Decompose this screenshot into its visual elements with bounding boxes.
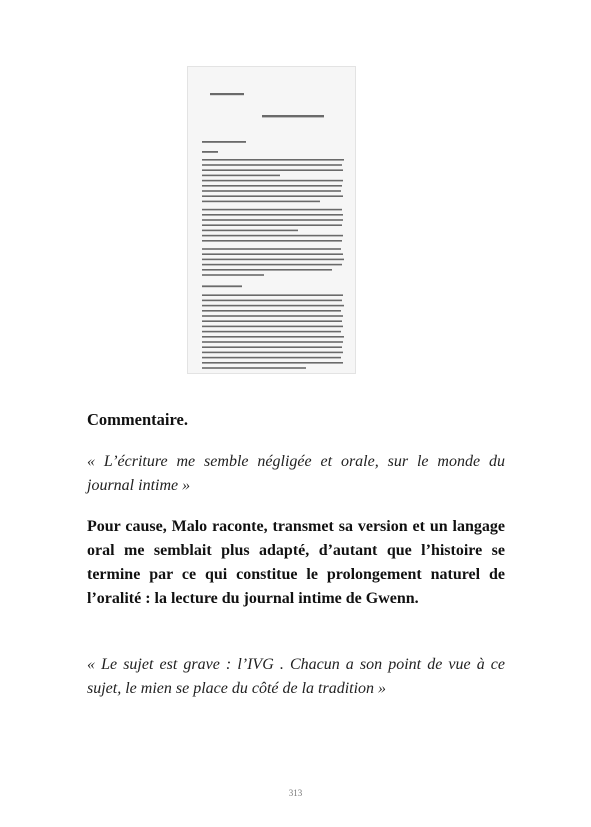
scan-text-line — [202, 224, 342, 226]
scan-text-line — [202, 159, 344, 161]
scan-header-line — [210, 93, 244, 95]
scan-text-line — [202, 259, 344, 261]
scan-text-line — [202, 294, 343, 296]
scan-text-line — [202, 235, 343, 237]
scan-text-line — [202, 248, 341, 250]
scan-text-line — [202, 341, 343, 343]
scan-text-line — [202, 315, 343, 317]
scan-text-line — [202, 164, 342, 166]
scanned-letter-image — [187, 66, 356, 374]
scan-text-line — [202, 185, 342, 187]
scan-text-line — [202, 331, 341, 333]
scan-addressee-line — [202, 141, 246, 143]
scan-text-line — [202, 230, 298, 232]
scan-text-line — [202, 190, 341, 192]
author-response-paragraph: Pour cause, Malo raconte, transmet sa version et un langage oral me semblait plus adapté, d’autant que l’histoire se termine par ce qui constitue le prolongement naturel de l’oralité : la lecture du journal intime de Gwenn. — [87, 518, 505, 607]
scan-text-line — [202, 300, 342, 302]
scan-text-line — [202, 209, 342, 211]
scan-text-line — [202, 240, 342, 242]
scan-text-line — [202, 180, 343, 182]
scan-text-line — [202, 326, 343, 328]
scan-title-line — [262, 115, 324, 117]
scan-text-line — [202, 346, 342, 348]
commentary-heading: Commentaire. — [87, 410, 188, 429]
scan-text-line — [202, 305, 344, 307]
scan-text-line — [202, 264, 342, 266]
reviewer-quote-writing-style: « L’écriture me semble négligée et orale, sur le monde du journal intime » — [87, 453, 505, 494]
reviewer-quote-subject: « Le sujet est grave : l’IVG . Chacun a son point de vue à ce sujet, le mien se place du côté de la tradition » — [87, 656, 505, 697]
page-number: 313 — [288, 788, 303, 798]
scan-text-line — [202, 310, 341, 312]
scan-text-line — [202, 269, 332, 271]
scan-text-line — [202, 362, 343, 364]
scan-text-line — [202, 253, 343, 255]
scan-text-line — [202, 357, 341, 359]
scan-text-line — [202, 352, 343, 354]
scan-salutation-line — [202, 151, 218, 153]
scan-text-line — [202, 214, 343, 216]
scan-text-line — [202, 201, 320, 203]
scan-text-line — [202, 336, 344, 338]
scan-section-label — [202, 285, 242, 287]
scan-text-line — [202, 169, 343, 171]
scan-text-line — [202, 219, 343, 221]
scan-text-line — [202, 175, 280, 177]
scanned-letter-drawing — [188, 67, 357, 375]
scan-text-line — [202, 320, 342, 322]
scan-text-line — [202, 195, 343, 197]
scan-text-line — [202, 367, 306, 369]
scan-text-line — [202, 274, 264, 276]
